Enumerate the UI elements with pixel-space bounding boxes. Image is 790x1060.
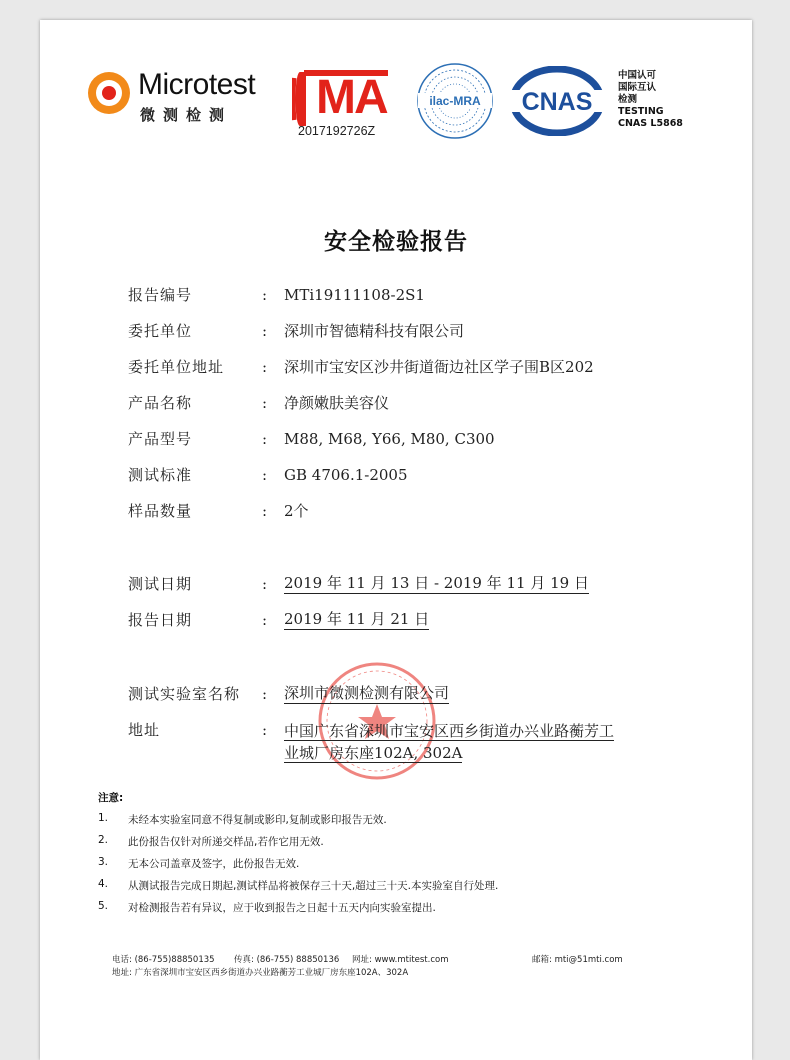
footer-website: 网址: www.mtitest.com (352, 955, 449, 965)
footer-address: 地址: 广东省深圳市宝安区西乡街道办兴业路蘅芳工业城厂房东座102A、302A (112, 968, 409, 978)
note-text: 无本公司盖章及签字，此份报告无效. (128, 858, 300, 870)
cnas-side-line: 检测 (618, 94, 638, 105)
field-label: 测试标准 (128, 466, 193, 484)
field-colon: : (262, 575, 268, 593)
notes-title: 注意: (98, 792, 124, 804)
cnas-side-line: CNAS L5868 (618, 118, 683, 129)
cnas-accreditation-text (618, 70, 683, 130)
field-label: 产品型号 (128, 430, 193, 448)
field-colon: : (262, 611, 268, 629)
note-number: 4. (98, 878, 109, 890)
field-value: 2个 (284, 502, 309, 520)
notes-section (98, 790, 499, 922)
note-text: 从测试报告完成日期起,测试样品将被保存三十天,超过三十天.本实验室自行处理. (128, 880, 499, 892)
certification-logos (40, 20, 752, 160)
microtest-logo-text: Microtest (138, 68, 256, 101)
note-number: 3. (98, 856, 109, 868)
field-value: M88, M68, Y66, M80, C300 (284, 430, 495, 448)
field-label: 产品名称 (128, 394, 193, 412)
cma-logo-text: MA (316, 71, 387, 124)
footer-phone: 电话: (86-755)88850135 (112, 955, 215, 965)
field-value (284, 720, 664, 764)
footer-email: 邮箱: mti@51mti.com (532, 955, 623, 965)
note-text: 未经本实验室同意不得复制或影印,复制或影印报告无效. (128, 814, 387, 826)
field-value: 深圳市智德精科技有限公司 (284, 322, 465, 340)
field-colon: : (262, 322, 268, 340)
field-value-line: 中国广东省深圳市宝安区西乡街道办兴业路蘅芳工 (284, 722, 615, 740)
note-number: 5. (98, 900, 109, 912)
field-value: GB 4706.1-2005 (284, 466, 408, 484)
cnas-side-line: TESTING (618, 106, 664, 117)
cnas-text: CNAS (521, 88, 593, 116)
field-colon: : (262, 721, 268, 739)
field-value: 净颜嫩肤美容仪 (284, 394, 390, 412)
report-page (40, 20, 752, 1060)
note-number: 2. (98, 834, 109, 846)
field-label: 委托单位地址 (128, 358, 225, 376)
note-text: 对检测报告若有异议，应于收到报告之日起十五天内向实验室提出. (128, 902, 436, 914)
field-colon: : (262, 430, 268, 448)
footer-fax: 传真: (86-755) 88850136 (234, 955, 340, 965)
note-item (98, 834, 324, 856)
field-colon: : (262, 358, 268, 376)
microtest-logo-icon (88, 72, 130, 114)
field-value: MTi19111108-2S1 (284, 286, 425, 304)
cnas-side-line: 国际互认 (618, 82, 657, 93)
field-colon: : (262, 394, 268, 412)
field-label: 报告日期 (128, 611, 193, 629)
field-value: 深圳市微测检测有限公司 (284, 684, 450, 702)
field-value: 2019 年 11 月 13 日 - 2019 年 11 月 19 日 (284, 574, 589, 592)
field-label: 测试实验室名称 (128, 685, 241, 703)
field-value-line: 业城厂房东座102A, 302A (284, 744, 463, 762)
field-label: 报告编号 (128, 286, 193, 304)
field-label: 测试日期 (128, 575, 193, 593)
field-colon: : (262, 286, 268, 304)
note-text: 此份报告仅针对所递交样品,若作它用无效. (128, 836, 324, 848)
report-title: 安全检验报告 (324, 229, 468, 255)
cma-number: 2017192726Z (298, 124, 376, 138)
note-item (98, 856, 300, 878)
cnas-side-line: 中国认可 (618, 70, 657, 81)
note-number: 1. (98, 812, 109, 824)
field-label: 委托单位 (128, 322, 193, 340)
field-colon: : (262, 502, 268, 520)
ilac-mra-logo-icon (416, 62, 494, 140)
note-item (98, 878, 499, 900)
field-value: 深圳市宝安区沙井街道衙边社区学子围B区202 (284, 358, 594, 376)
cnas-logo-icon (508, 66, 606, 136)
field-label: 样品数量 (128, 502, 193, 520)
field-label: 地址 (128, 721, 161, 739)
field-value: 2019 年 11 月 21 日 (284, 610, 430, 628)
note-item (98, 900, 436, 922)
note-item (98, 812, 387, 834)
ilac-mra-text: ilac-MRA (429, 94, 481, 108)
microtest-logo-chinese: 微测检测 (140, 106, 233, 124)
field-colon: : (262, 466, 268, 484)
field-colon: : (262, 685, 268, 703)
